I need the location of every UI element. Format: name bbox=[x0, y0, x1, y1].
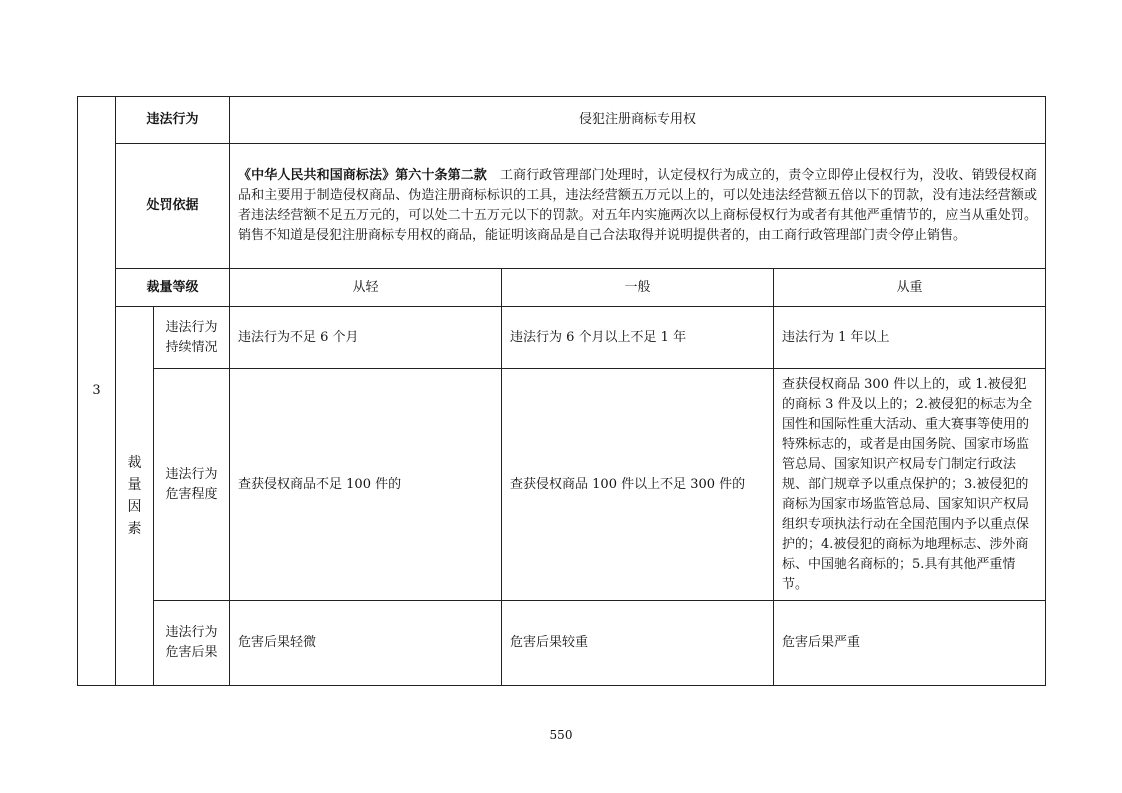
penalty-basis-text: 工商行政管理部门处理时，认定侵权行为成立的，责令立即停止侵权行为，没收、销毁侵权商品和主要用于制造侵权商品、伪造注册商标标识的工具，违法经营额五万元以上的，可以处违法经营额五倍以下的罚款，没有违法经营额或者违法经营额不足五万元的，可以处二十五万元以下的罚款。对五年内实施两次以上商标侵权行为或者有其他严重情节的，应当从重处罚。销售不知道是侵犯注册商标专用权的商品，能证明该商品是自己合法取得并说明提供者的，由工商行政管理部门责令停止销售。 bbox=[238, 168, 1038, 243]
factor-name: 违法行为持续情况 bbox=[154, 307, 230, 369]
factor-light: 查获侵权商品不足 100 件的 bbox=[230, 369, 502, 601]
page-number: 550 bbox=[549, 728, 573, 742]
level-light: 从轻 bbox=[230, 269, 502, 307]
row-number: 3 bbox=[78, 97, 116, 686]
violation-label: 违法行为 bbox=[116, 97, 230, 144]
penalty-discretion-table bbox=[77, 96, 1046, 686]
levels-label: 裁量等级 bbox=[116, 269, 230, 307]
factors-label-text: 裁量因素 bbox=[127, 455, 142, 537]
violation-value: 侵犯注册商标专用权 bbox=[230, 97, 1046, 144]
level-heavy: 从重 bbox=[774, 269, 1046, 307]
factor-name: 违法行为危害后果 bbox=[154, 601, 230, 686]
factor-general: 查获侵权商品 100 件以上不足 300 件的 bbox=[502, 369, 774, 601]
factor-row-severity bbox=[78, 369, 1046, 601]
penalty-basis-row bbox=[78, 144, 1046, 269]
factor-light: 危害后果轻微 bbox=[230, 601, 502, 686]
factor-row-consequence bbox=[78, 601, 1046, 686]
law-reference: 《中华人民共和国商标法》第六十条第二款 bbox=[238, 168, 487, 183]
levels-row bbox=[78, 269, 1046, 307]
factor-heavy: 查获侵权商品 300 件以上的，或 1.被侵犯的商标 3 件及以上的；2.被侵犯的标志为全国性和国际性重大活动、重大赛事等使用的特殊标志的，或者是由国务院、国家市场监管总局、国家知识产权局专门制定行政法规、部门规章予以重点保护的；3.被侵犯的商标为国家市场监管总局、国家知识产权局组织专项执法行动在全国范围内予以重点保护的；4.被侵犯的商标为地理标志、涉外商标、中国驰名商标的；5.具有其他严重情节。 bbox=[774, 369, 1046, 601]
factor-row-duration bbox=[78, 307, 1046, 369]
penalty-basis-content bbox=[230, 144, 1046, 269]
factor-general: 违法行为 6 个月以上不足 1 年 bbox=[502, 307, 774, 369]
factor-general: 危害后果较重 bbox=[502, 601, 774, 686]
factor-name: 违法行为危害程度 bbox=[154, 369, 230, 601]
level-general: 一般 bbox=[502, 269, 774, 307]
factors-label bbox=[116, 307, 154, 686]
violation-row bbox=[78, 97, 1046, 144]
factor-heavy: 违法行为 1 年以上 bbox=[774, 307, 1046, 369]
factor-light: 违法行为不足 6 个月 bbox=[230, 307, 502, 369]
penalty-basis-label: 处罚依据 bbox=[116, 144, 230, 269]
factor-heavy: 危害后果严重 bbox=[774, 601, 1046, 686]
